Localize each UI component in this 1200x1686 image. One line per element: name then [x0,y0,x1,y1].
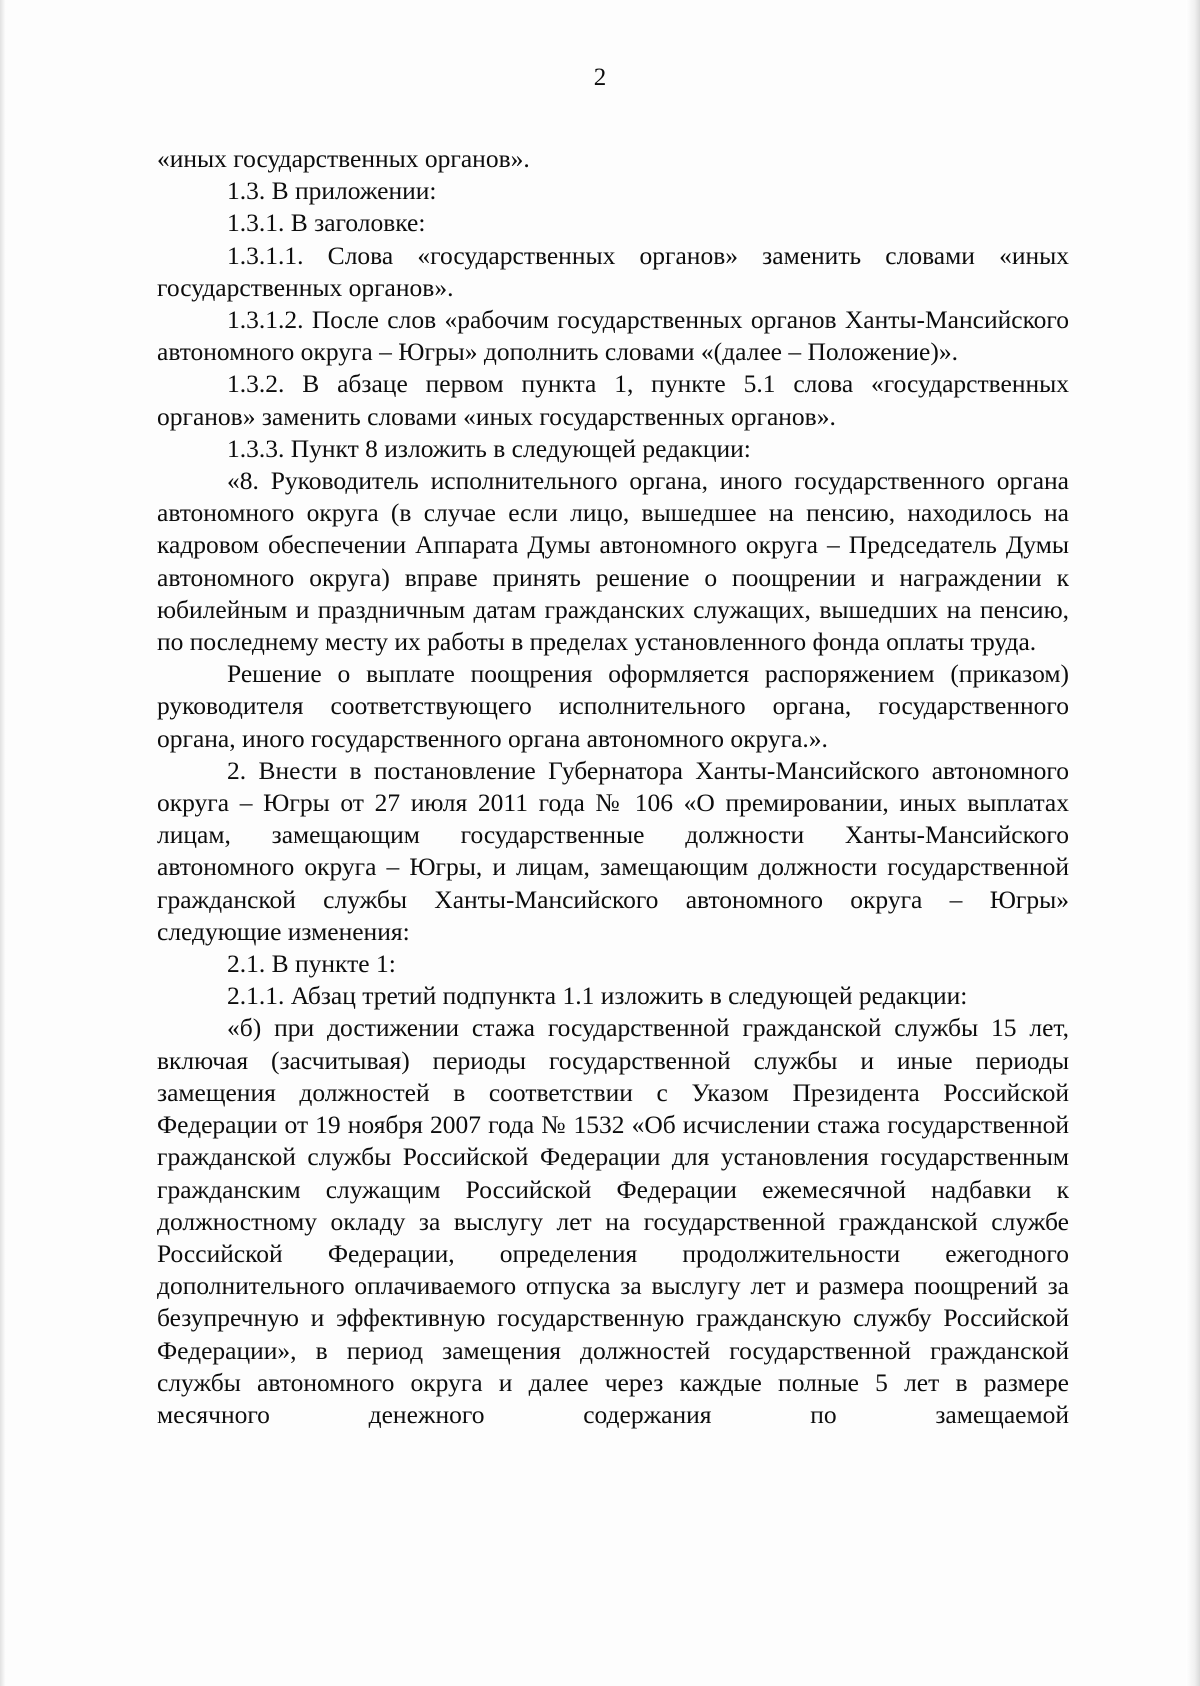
paragraph: 1.3.1.1. Слова «государственных органов» заменить словами «иных государственных органов». [157,240,1069,302]
page-number: 2 [593,64,607,91]
paragraph: «иных государственных органов». [157,144,530,173]
paragraph: Решение о выплате поощрения оформляется распоряжением (приказом) руководителя соответствующего исполнительного органа, государственного органа, иного государственного органа автономного округа.». [157,659,1069,753]
paragraph: 1.3.1. В заголовке: [227,208,426,238]
paragraph: 2.1.1. Абзац третий подпункта 1.1 изложить в следующей редакции: [227,981,968,1011]
paragraph: 1.3.3. Пункт 8 изложить в следующей редакции: [227,433,751,463]
paragraph: «8. Руководитель исполнительного органа, иного государственного органа автономного округа (в случае если лицо, вышедшее на пенсию, находилось на кадровом обеспечении Аппарата Думы автономного округа – Председатель Думы автономного округа) вправе принять решение о поощрении и награждении к юбилейным и праздничным датам гражданских служащих, вышедших на пенсию, по последнему месту их работы в пределах установленного фонда оплаты труда. [157,466,1069,657]
document-body [157,143,1069,1431]
scan-edge-right [1186,0,1200,1686]
paragraph: 2. Внести в постановление Губернатора Ханты-Мансийского автономного округа – Югры от 27 июля 2011 года № 106 «О премировании, иных выплатах лицам, замещающим государственные должности Ханты-Мансийского автономного округа – Югры, и лицам, замещающим должности государственной гражданской службы Ханты-Мансийского автономного округа – Югры» следующие изменения: [157,755,1069,946]
scan-edge-left [0,0,6,1686]
paragraph: 1.3.2. В абзаце первом пункта 1, пункте 5.1 слова «государственных органов» заменить словами «иных государственных органов». [157,369,1069,431]
paragraph: «б) при достижении стажа государственной гражданской службы 15 лет, включая (засчитывая) периоды государственной службы и иные периоды замещения должностей в соответствии с Указом Президента Российской Федерации от 19 ноября 2007 года № 1532 «Об исчислении стажа государственной гражданской службы Российской Федерации для установления государственным гражданским служащим Российской Федерации ежемесячной надбавки к должностному окладу за выслугу лет на государственной гражданской службе Российской Федерации, определения продолжительности ежегодного дополнительного оплачиваемого отпуска за выслугу лет и размера поощрений за безупречную и эффективную государственную гражданскую службу Российской Федерации», в период замещения должностей государственной гражданской службы автономного округа и далее через каждые полные 5 лет в размере месячного денежного содержания по замещаемой [157,1013,1069,1429]
paragraph: 2.1. В пункте 1: [227,949,396,979]
paragraph: 1.3. В приложении: [227,176,437,206]
paragraph: 1.3.1.2. После слов «рабочим государственных органов Ханты-Мансийского автономного округа – Югры» дополнить словами «(далее – Положение)». [157,305,1069,367]
